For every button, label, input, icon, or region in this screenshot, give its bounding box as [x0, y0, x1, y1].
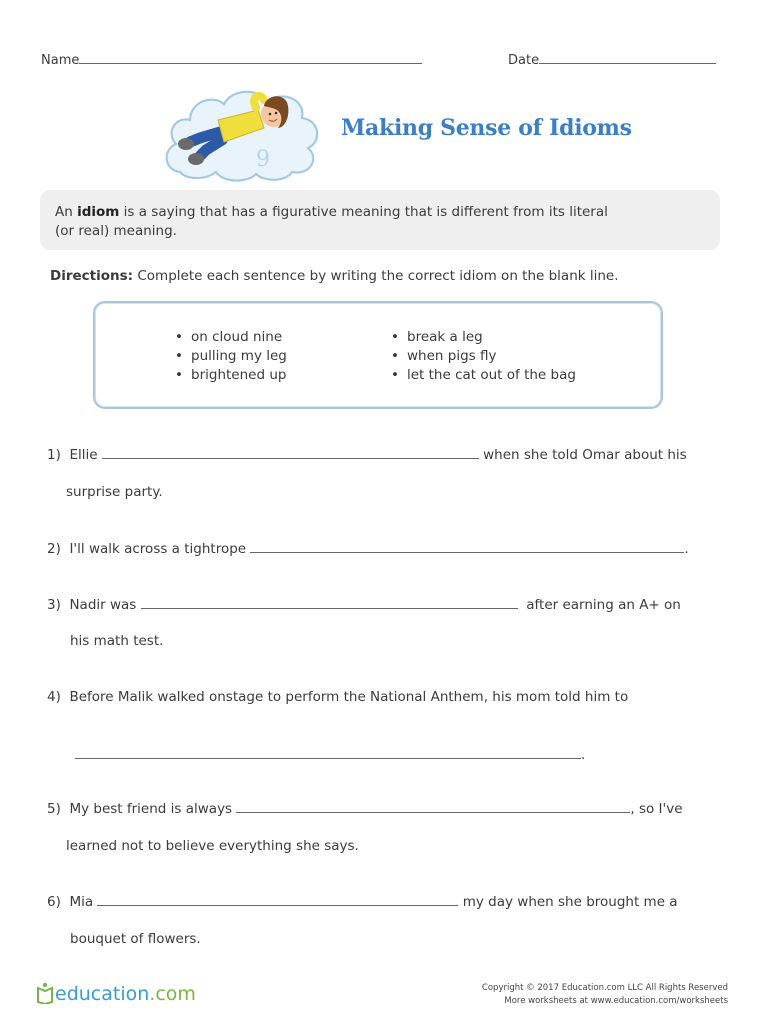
- question-text: I'll walk across a tightrope: [69, 541, 247, 557]
- page-title: Making Sense of Idioms: [341, 115, 632, 141]
- question-6-continued: bouquet of flowers.: [70, 931, 201, 947]
- logo-text: education: [55, 983, 150, 1005]
- question-1-continued: surprise party.: [66, 484, 163, 500]
- word-bank: [93, 301, 663, 409]
- question-5: [47, 800, 683, 817]
- word-bank-item: • when pigs fly: [391, 347, 576, 366]
- book-icon: [35, 982, 55, 1004]
- word-bank-item: • let the cat out of the bag: [391, 366, 576, 385]
- question-number: 3): [47, 597, 61, 613]
- logo-suffix: .com: [149, 983, 196, 1005]
- worksheets-link[interactable]: More worksheets at www.education.com/worksheets: [504, 996, 728, 1006]
- question-text: My best friend is always: [69, 801, 233, 817]
- date-label: Date: [508, 53, 540, 68]
- date-blank[interactable]: [539, 51, 716, 64]
- date-field[interactable]: [508, 51, 716, 68]
- question-text: .: [581, 747, 586, 763]
- question-text: Nadir was: [69, 597, 137, 613]
- question-1: [47, 446, 687, 463]
- question-text: when she told Omar about his: [483, 447, 687, 463]
- question-text: .: [684, 541, 689, 557]
- copyright-line: Copyright © 2017 Education.com LLC All Rights Reserved: [481, 983, 728, 993]
- directions-label: Directions:: [50, 268, 134, 284]
- question-number: 6): [47, 894, 61, 910]
- directions: [50, 268, 619, 284]
- question-text: after earning an A+ on: [526, 597, 681, 613]
- question-6: [47, 893, 678, 910]
- question-text: , so I've: [630, 801, 683, 817]
- question-text: my day when she brought me a: [462, 894, 678, 910]
- name-label: Name: [41, 53, 80, 68]
- copyright: [482, 982, 728, 1008]
- question-text: Mia: [69, 894, 94, 910]
- answer-blank-3[interactable]: [141, 596, 518, 609]
- question-3: [47, 596, 681, 613]
- answer-blank-1[interactable]: [102, 446, 479, 459]
- word-bank-item: • brightened up: [175, 366, 287, 385]
- name-field[interactable]: [41, 51, 422, 68]
- name-blank[interactable]: [79, 51, 422, 64]
- answer-blank-2[interactable]: [250, 540, 684, 553]
- question-3-continued: his math test.: [70, 633, 164, 649]
- word-bank-item: • pulling my leg: [175, 347, 287, 366]
- cloud-number: 9: [256, 147, 270, 172]
- answer-blank-5[interactable]: [236, 800, 630, 813]
- definition-line2: (or real) meaning.: [55, 223, 177, 239]
- directions-text: Complete each sentence by writing the correct idiom on the blank line.: [137, 268, 619, 284]
- answer-blank-6[interactable]: [97, 893, 458, 906]
- question-text: Before Malik walked onstage to perform the National Anthem, his mom told him to: [69, 689, 629, 705]
- question-number: 4): [47, 689, 61, 705]
- question-number: 1): [47, 447, 61, 463]
- definition-text: [55, 203, 695, 241]
- word-bank-column-a: [175, 328, 287, 385]
- definition-line1: is a saying that has a figurative meaning that is different from its literal: [123, 204, 608, 220]
- education-logo[interactable]: [35, 982, 196, 1005]
- word-bank-item: • break a leg: [391, 328, 576, 347]
- answer-blank-4[interactable]: [75, 746, 581, 759]
- question-5-continued: learned not to believe everything she says.: [66, 838, 359, 854]
- question-4-answer: [75, 746, 585, 763]
- question-2: [47, 540, 689, 557]
- question-4: [47, 689, 628, 705]
- question-number: 5): [47, 801, 61, 817]
- definition-prefix: An: [55, 204, 73, 220]
- question-number: 2): [47, 541, 61, 557]
- definition-term: idiom: [77, 204, 120, 220]
- question-text: Ellie: [69, 447, 98, 463]
- word-bank-item: • on cloud nine: [175, 328, 287, 347]
- cloud-boy-illustration: [160, 84, 326, 184]
- word-bank-column-b: [391, 328, 576, 385]
